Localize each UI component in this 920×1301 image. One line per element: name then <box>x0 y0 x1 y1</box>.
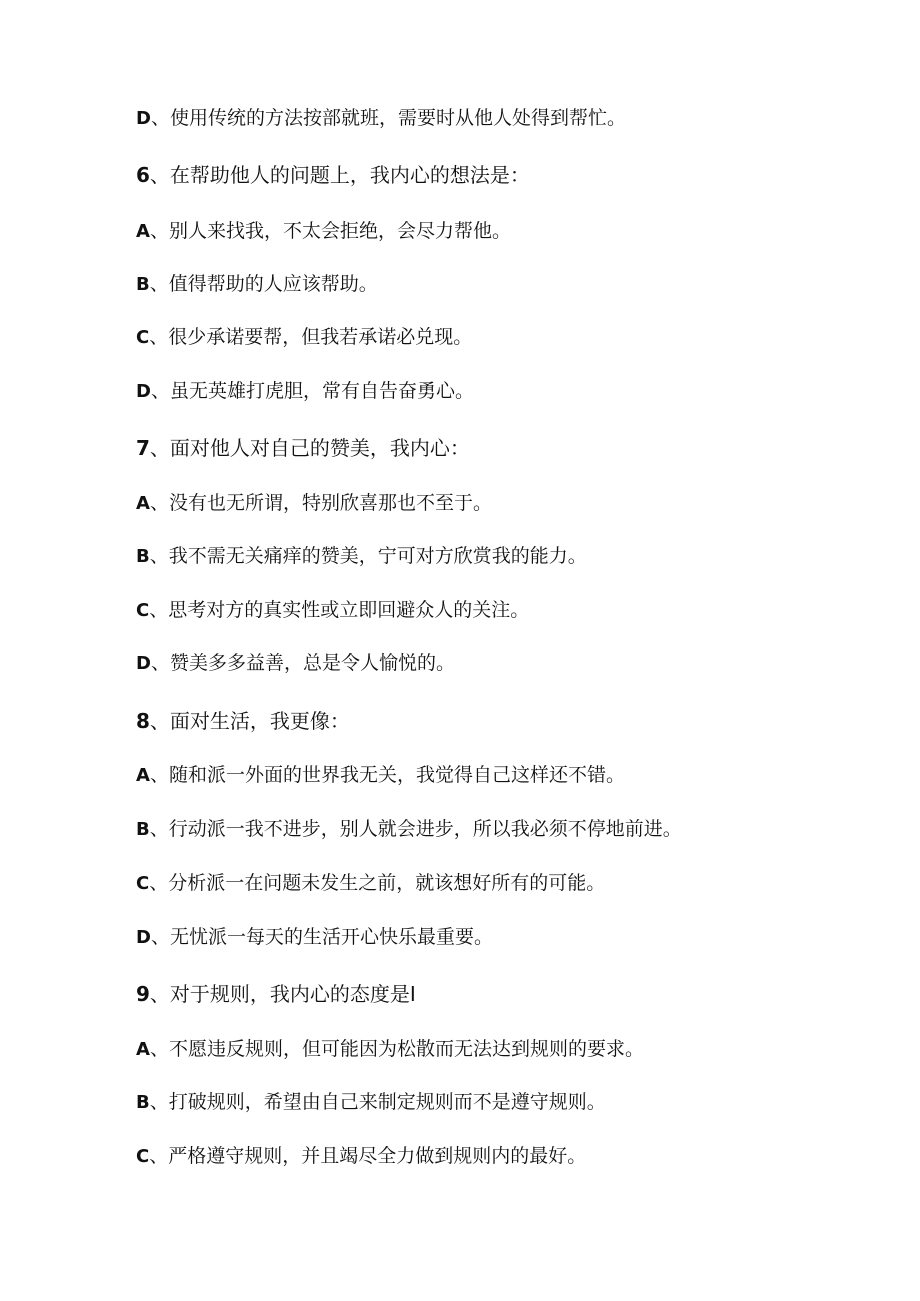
option-text: 值得帮助的人应该帮助。 <box>168 273 378 295</box>
option-letter: A <box>136 1039 150 1060</box>
option-text: 别人来找我，不太会拒绝，会尽力帮他。 <box>168 220 511 242</box>
question-text: 在帮助他人的问题上，我内心的想法是： <box>169 163 530 187</box>
option-separator: 、 <box>149 220 169 242</box>
option-separator: 、 <box>149 1038 169 1060</box>
option-7-a <box>136 491 492 515</box>
option-text: 我不需无关痛痒的赞美，宁可对方欣赏我的能力。 <box>168 545 587 567</box>
option-letter: A <box>136 221 150 242</box>
option-letter: C <box>136 873 150 894</box>
option-9-c <box>136 1144 586 1168</box>
option-letter: A <box>136 765 150 786</box>
question-9 <box>136 982 416 1006</box>
option-text: 行动派一我不进步，别人就会进步，所以我必须不停地前进。 <box>168 818 682 840</box>
option-separator: 、 <box>149 818 169 840</box>
option-separator: 、 <box>149 273 169 295</box>
question-8 <box>136 709 350 733</box>
option-6-d <box>136 379 474 403</box>
option-letter: A <box>136 493 150 514</box>
question-separator: 、 <box>149 709 170 733</box>
option-letter: C <box>136 600 150 621</box>
option-text: 使用传统的方法按部就班，需要时从他人处得到帮忙。 <box>169 107 626 129</box>
question-separator: 、 <box>149 982 170 1006</box>
option-text: 不愿违反规则，但可能因为松散而无法达到规则的要求。 <box>168 1038 644 1060</box>
option-letter: D <box>136 927 151 948</box>
option-text: 随和派一外面的世界我无关，我觉得自己这样还不错。 <box>168 764 625 786</box>
option-separator: 、 <box>149 326 169 348</box>
option-letter: C <box>136 327 150 348</box>
option-7-d <box>136 651 455 675</box>
question-number: 9 <box>136 982 150 1006</box>
option-separator: 、 <box>149 492 169 514</box>
option-letter: B <box>136 1092 150 1113</box>
option-letter: D <box>136 381 151 402</box>
option-letter: D <box>136 653 151 674</box>
option-letter: B <box>136 819 150 840</box>
option-8-d <box>136 925 493 949</box>
option-7-c <box>136 598 529 622</box>
option-7-b <box>136 544 587 568</box>
option-separator: 、 <box>150 107 170 129</box>
option-separator: 、 <box>150 380 170 402</box>
option-text: 分析派一在问题未发生之前，就该想好所有的可能。 <box>168 872 606 894</box>
option-text: 打破规则，希望由自己来制定规则而不是遵守规则。 <box>168 1091 606 1113</box>
option-6-c <box>136 325 472 349</box>
question-text: 面对生活，我更像： <box>169 709 350 733</box>
option-5-d <box>136 106 626 130</box>
option-text: 无忧派一每天的生活开心快乐最重要。 <box>169 926 493 948</box>
option-letter: B <box>136 546 150 567</box>
option-text: 严格遵守规则，并且竭尽全力做到规则内的最好。 <box>168 1145 587 1167</box>
option-separator: 、 <box>149 1091 169 1113</box>
question-text: 面对他人对自己的赞美，我内心： <box>169 436 470 460</box>
option-separator: 、 <box>149 872 169 894</box>
question-number: 8 <box>136 709 150 733</box>
option-separator: 、 <box>150 652 170 674</box>
option-separator: 、 <box>149 764 169 786</box>
option-separator: 、 <box>149 599 169 621</box>
question-number: 7 <box>136 436 150 460</box>
question-text: 对于规则，我内心的态度是I <box>169 982 416 1006</box>
question-separator: 、 <box>149 436 170 460</box>
option-6-a <box>136 219 511 243</box>
option-9-a <box>136 1037 644 1061</box>
option-text: 没有也无所谓，特别欣喜那也不至于。 <box>168 492 492 514</box>
option-9-b <box>136 1090 606 1114</box>
question-separator: 、 <box>149 163 170 187</box>
question-number: 6 <box>136 163 150 187</box>
option-letter: C <box>136 1146 150 1167</box>
question-7 <box>136 436 470 460</box>
option-8-c <box>136 871 605 895</box>
option-8-a <box>136 763 625 787</box>
option-separator: 、 <box>149 1145 169 1167</box>
option-letter: D <box>136 108 151 129</box>
option-separator: 、 <box>150 926 170 948</box>
option-text: 虽无英雄打虎胆，常有自告奋勇心。 <box>169 380 474 402</box>
option-letter: B <box>136 274 150 295</box>
option-text: 思考对方的真实性或立即回避众人的关注。 <box>168 599 530 621</box>
option-text: 赞美多多益善，总是令人愉悦的。 <box>169 652 455 674</box>
option-8-b <box>136 817 682 841</box>
question-6 <box>136 163 530 187</box>
option-text: 很少承诺要帮，但我若承诺必兑现。 <box>168 326 473 348</box>
option-separator: 、 <box>149 545 169 567</box>
option-6-b <box>136 272 378 296</box>
